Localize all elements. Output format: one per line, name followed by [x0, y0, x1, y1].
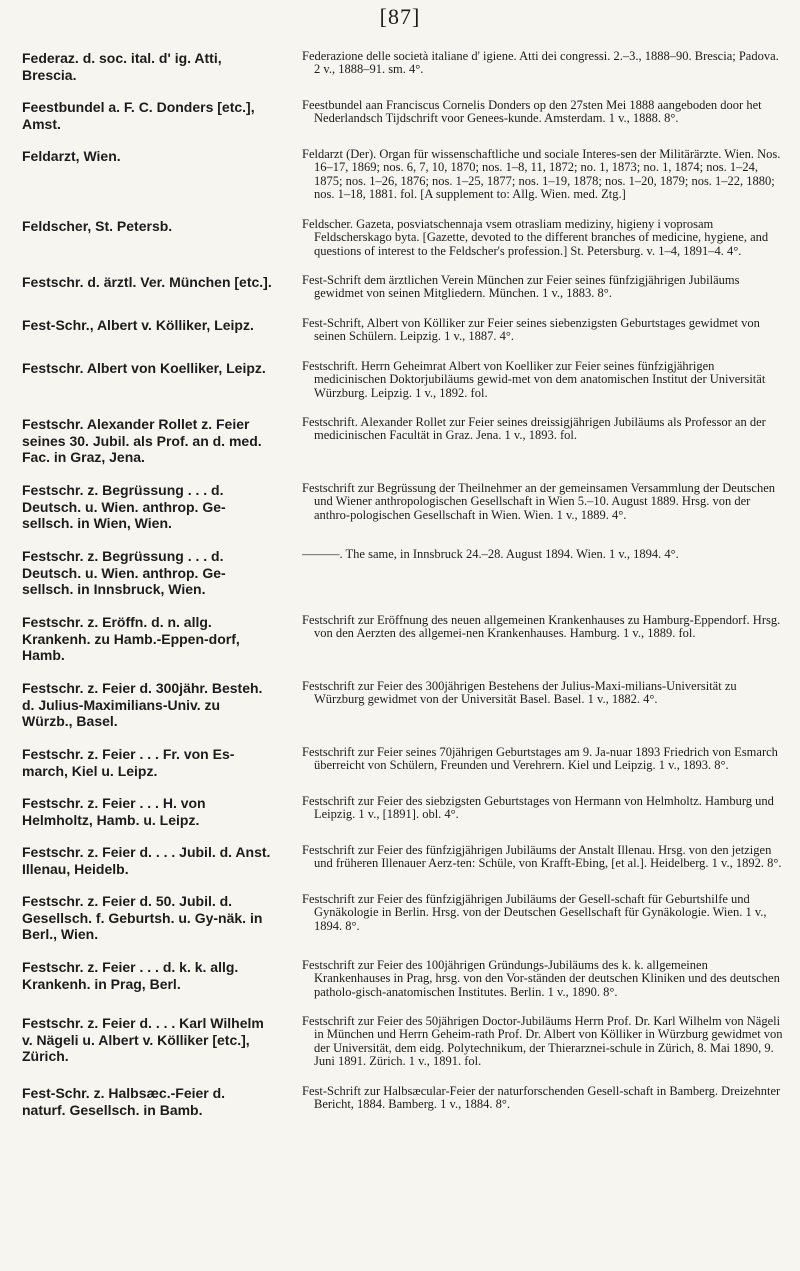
entry-heading: Festschr. z. Feier d. 300jähr. Besteh. d. Julius-Maximilians-Univ. zu Würzb., Basel. [22, 680, 263, 729]
entry-description [302, 1015, 784, 1069]
entry-text: Festschrift zur Feier des 100jährigen Gründungs-Jubiläums des k. k. allgemeinen Krankenhauses in Prag, hrsg. von den Vor-ständen der deutschen Kliniken und des deutschen patholo-gisch-anatomischen Institutes. Berlin. 1 v., 1890. 8°. [302, 958, 780, 999]
entry-text: Festschrift zur Feier des fünfzigjährigen Jubiläums der Anstalt Illenau. Hrsg. von den jetzigen und früheren Illenauer Aerz-ten: Schüle, von Krafft-Ebing, [et al.]. Heidelberg. 1 v., 1892. 8°. [302, 843, 782, 871]
entry-description [302, 795, 784, 822]
entry-heading: Festschr. d. ärztl. Ver. München [etc.]. [22, 274, 272, 290]
entry-description [302, 482, 784, 522]
entry-description [302, 844, 784, 871]
entry-heading: Festschr. z. Begrüssung . . . d. Deutsch. u. Wien. anthrop. Ge-sellsch. in Wien, Wien. [22, 482, 226, 531]
entry-text: Fest-Schrift, Albert von Kölliker zur Feier seines siebenzigsten Geburtstages gewidmet von seinen Schülern. Leipzig. 1 v., 1887. 4°. [302, 316, 760, 344]
entry-heading: Festschr. z. Feier d. . . . Karl Wilhelm v. Nägeli u. Albert v. Kölliker [etc.], Zürich. [22, 1015, 264, 1064]
entry-text: Festschrift zur Feier des 300jährigen Bestehens der Julius-Maxi-milians-Universität zu Würzburg gewidmet von der Universität Basel. Basel. 1 v., 1882. 4°. [302, 679, 737, 707]
entry-heading: Festschr. z. Feier . . . d. k. k. allg. Krankenh. in Prag, Berl. [22, 959, 239, 992]
entry-description [302, 218, 784, 258]
entry-description [302, 99, 784, 126]
entry-text: Festschrift zur Feier des fünfzigjährigen Jubiläums der Gesell-schaft für Geburtshilfe und Gynäkologie in Berlin. Hrsg. von der Deutschen Gesellschaft für Gynäkologie. Wien. 1 v., 1894. 8°. [302, 892, 767, 933]
entry-heading: Fest-Schr. z. Halbsæc.-Feier d. naturf. Gesellsch. in Bamb. [22, 1085, 226, 1118]
entry-text: Fest-Schrift dem ärztlichen Verein München zur Feier seines fünfzigjährigen Jubiläums gewidmet von seinen Mitgliedern. München. 1 v., 1883. 8°. [302, 273, 740, 301]
entry-text: Festschrift zur Feier des siebzigsten Geburtstages von Hermann von Helmholtz. Hamburg und Leipzig. 1 v., [1891]. obl. 4°. [302, 794, 774, 822]
entry-heading: Festschr. Albert von Koelliker, Leipz. [22, 360, 266, 376]
entry-heading: Festschr. z. Feier d. . . . Jubil. d. Anst. Illenau, Heidelb. [22, 844, 271, 877]
entry-heading: Festschr. z. Eröffn. d. n. allg. Krankenh. zu Hamb.-Eppen-dorf, Hamb. [22, 614, 240, 663]
entry-text: Festschrift. Herrn Geheimrat Albert von Koelliker zur Feier seines fünfzigjährigen medicinischen Doktorjubiläums gewid-met von dem anatomischen Institut der Universität Würzburg. Leipzig. 1 v., 1892. fol. [302, 359, 766, 400]
entry-heading: Feldarzt, Wien. [22, 148, 121, 164]
entry-text: Festschrift. Alexander Rollet zur Feier seines dreissigjährigen Jubiläums als Professor an der medicinischen Facultät in Graz. Jena. 1 v., 1893. fol. [302, 415, 766, 443]
entry-description [302, 274, 784, 301]
entry-description [302, 416, 784, 443]
entry-heading: Festschr. Alexander Rollet z. Feier seines 30. Jubil. als Prof. an d. med. Fac. in Graz, Jena. [22, 416, 262, 465]
entry-description [302, 1085, 784, 1112]
entry-description [302, 148, 784, 202]
entry-description [302, 50, 784, 77]
entry-heading: Feldscher, St. Petersb. [22, 218, 173, 234]
entry-text: ———. The same, in Innsbruck 24.–28. August 1894. Wien. 1 v., 1894. 4°. [302, 547, 679, 561]
entry-description [302, 614, 784, 641]
entry-description [302, 893, 784, 933]
entry-text: Festschrift zur Feier seines 70jährigen Geburtstages am 9. Ja-nuar 1893 Friedrich von Esmarch überreicht von Schülern, Freunden und Verehrern. Kiel und Leipzig. 1 v., 1893. 8°. [302, 745, 778, 773]
page-number: [87] [379, 4, 421, 29]
entry-description [302, 548, 784, 561]
entry-heading: Festschr. z. Feier . . . H. von Helmholtz, Hamb. u. Leipz. [22, 795, 206, 828]
entry-heading: Fest-Schr., Albert v. Kölliker, Leipz. [22, 317, 254, 333]
entry-heading: Feestbundel a. F. C. Donders [etc.], Amst. [22, 99, 255, 132]
entry-description [302, 360, 784, 400]
entry-heading: Festschr. z. Begrüssung . . . d. Deutsch. u. Wien. anthrop. Ge-sellsch. in Innsbruck, Wien. [22, 548, 226, 597]
entry-heading: Festschr. z. Feier . . . Fr. von Es-march, Kiel u. Leipz. [22, 746, 235, 779]
entry-description [302, 317, 784, 344]
entry-description [302, 680, 784, 707]
entry-text: Feldscher. Gazeta, posviatschennaja vsem otrasliam mediziny, higieny i voprosam Feldscherskago byta. [Gazette, devoted to the different branches of medicine, hygiene, and questions of interest to the Feldscher's profession.] St. Petersburg. v. 1–4, 1891–4. 4°. [302, 217, 769, 258]
entry-text: Feldarzt (Der). Organ für wissenschaftliche und sociale Interes-sen der Militärärzte. Wien. Nos. 16–17, 1869; nos. 6, 7, 10, 1870; nos. 1–8, 11, 1872; no. 1, 1873; no. 1, 1874; nos. 1–24, 1875; nos. 1–26, 1876; nos. 1–25, 1877; nos. 1–19, 1878; nos. 1–20, 1879; nos. 1–22, 1880; nos. 1–18, 1881. fol. [A supplement to: Allg. Wien. med. Ztg.] [302, 147, 781, 202]
entry-text: Festschrift zur Begrüssung der Theilnehmer an der gemeinsamen Versammlung der Deutschen und Wiener anthropologischen Gesellschaft in Wien 5.–10. August 1889. Hrsg. von der anthro-pologischen Gesellschaft in Wien. Wien. 1 v., 1889. 4°. [302, 481, 776, 522]
entry-text: Feestbundel aan Franciscus Cornelis Donders op den 27sten Mei 1888 aangeboden door het Nederlandsch Tijdschrift voor Genees-kunde. Amsterdam. 1 v., 1888. 8°. [302, 98, 762, 126]
entry-text: Festschrift zur Feier des 50jährigen Doctor-Jubiläums Herrn Prof. Dr. Karl Wilhelm von Nägeli in München und Herrn Geheim-rath Prof. Dr. Albert von Kölliker in Würzburg gewidmet von der Universität, dem eidg. Polytechnikum, der Thierarznei-schule in Zürich, 8. Mai 1890, 9. Juni 1891. Zürich. 1 v., 1891. fol. [302, 1014, 783, 1069]
entry-description [302, 746, 784, 773]
entry-description [302, 959, 784, 999]
entry-heading: Festschr. z. Feier d. 50. Jubil. d. Gesellsch. f. Geburtsh. u. Gy-näk. in Berl., Wien. [22, 893, 263, 942]
entry-text: Festschrift zur Eröffnung des neuen allgemeinen Krankenhauses zu Hamburg-Eppendorf. Hrsg. von den Aerzten des allgemei-nen Krankenhauses. Hamburg. 1 v., 1889. fol. [302, 613, 781, 641]
entry-text: Federazione delle società italiane d' igiene. Atti dei congressi. 2.–3., 1888–90. Brescia; Padova. 2 v., 1888–91. sm. 4°. [302, 49, 779, 77]
entry-text: Fest-Schrift zur Halbsæcular-Feier der naturforschenden Gesell-schaft in Bamberg. Dreizehnter Bericht, 1884. Bamberg. 1 v., 1884. 8°. [302, 1084, 781, 1112]
entry-heading: Federaz. d. soc. ital. d' ig. Atti, Brescia. [22, 50, 222, 83]
